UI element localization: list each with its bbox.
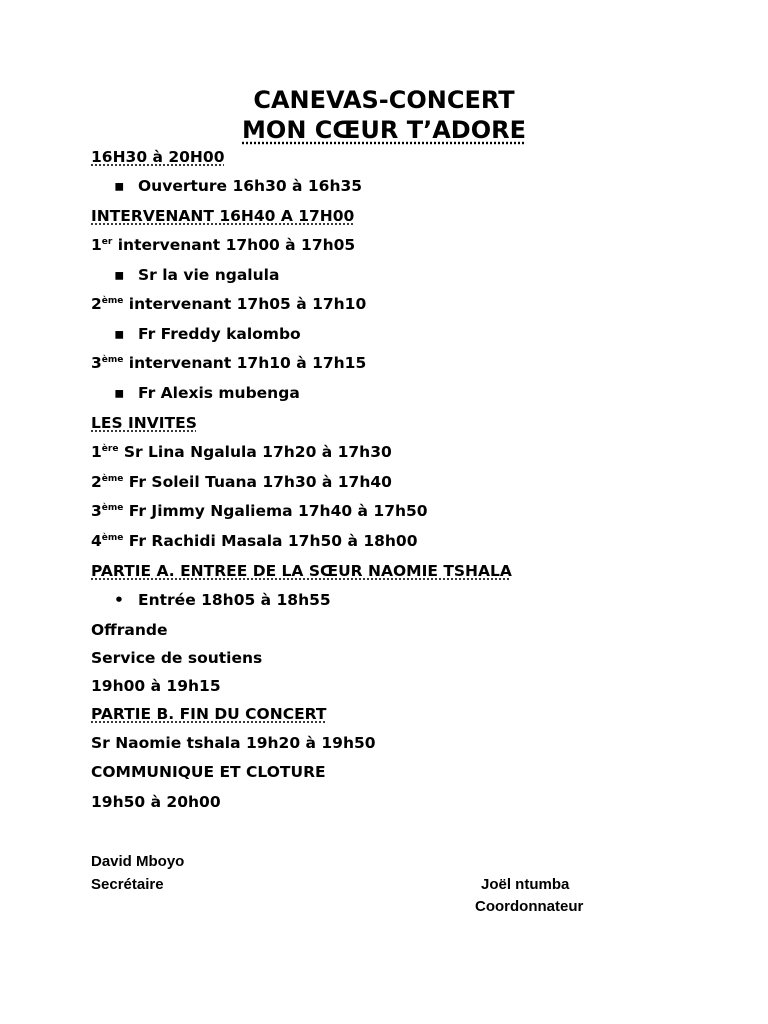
- part-b-heading: PARTIE B. FIN DU CONCERT: [91, 705, 327, 723]
- guest-line-4: 4ème Fr Rachidi Masala 17h50 à 18h00: [91, 532, 418, 550]
- speakers-heading: INTERVENANT 16H40 A 17H00: [91, 207, 355, 225]
- signatory-left-name: David Mboyo: [91, 853, 185, 870]
- support-time: 19h00 à 19h15: [91, 677, 221, 695]
- closing-time: 19h50 à 20h00: [91, 793, 221, 811]
- signatory-left-role: Secrétaire: [91, 876, 164, 893]
- part-b-entry: Sr Naomie tshala 19h20 à 19h50: [91, 734, 376, 752]
- document-page: CANEVAS-CONCERT MON CŒUR T’ADORE 16H30 à 20H00 ▪ Ouverture 16h30 à 16h35 INTERVENANT 16H40 A 17H00 1er intervenant 17h00 à 17h05 ▪ Sr la vie ngalula 2ème intervenant 17h05 à 17h10 ▪ Fr Freddy kalombo 3ème intervenant 17h10 à 17h15 ▪ Fr Alexis mubenga LES INVITES 1ère Sr Lina Ngalula 17h20 à 17h30 2ème Fr Soleil Tuana 17h30 à 17h40 3ème Fr Jimmy Ngaliema 17h40 à 17h50 4ème Fr Rachidi Masala 17h50 à 18h00 PARTIE A. ENTREE DE LA SŒUR NAOMIE TSHALA • Entrée 18h05 à 18h55 Offrande Service de soutiens 19h00 à 19h15 PARTIE B. FIN DU CONCERT Sr Naomie tshala 19h20 à 19h50 COMMUNIQUE ET CLOTURE 19h50 à 20h00 David Mboyo Secrétaire Joël ntumba Coordonnateur: [0, 0, 768, 1024]
- closing-heading: COMMUNIQUE ET CLOTURE: [91, 763, 326, 781]
- guest-line-1: 1ère Sr Lina Ngalula 17h20 à 17h30: [91, 443, 392, 461]
- document-subtitle: MON CŒUR T’ADORE: [242, 116, 526, 144]
- signatory-right-name: Joël ntumba: [481, 876, 570, 893]
- offering: Offrande: [91, 621, 168, 639]
- guest-line-3: 3ème Fr Jimmy Ngaliema 17h40 à 17h50: [91, 502, 428, 520]
- square-bullet-icon: ▪: [114, 384, 125, 402]
- round-bullet-icon: •: [114, 591, 124, 609]
- speaker-line-1: 1er intervenant 17h00 à 17h05: [91, 236, 356, 254]
- time-range: 16H30 à 20H00: [91, 148, 225, 166]
- square-bullet-icon: ▪: [114, 266, 125, 284]
- support-service: Service de soutiens: [91, 649, 263, 667]
- part-a-heading: PARTIE A. ENTREE DE LA SŒUR NAOMIE TSHALA: [91, 562, 512, 580]
- guest-line-2: 2ème Fr Soleil Tuana 17h30 à 17h40: [91, 473, 392, 491]
- document-title: CANEVAS-CONCERT: [253, 86, 515, 114]
- guests-heading: LES INVITES: [91, 414, 197, 432]
- square-bullet-icon: ▪: [114, 177, 125, 195]
- speaker-line-2: 2ème intervenant 17h05 à 17h10: [91, 295, 367, 313]
- square-bullet-icon: ▪: [114, 325, 125, 343]
- signatory-right-role: Coordonnateur: [475, 898, 584, 915]
- speaker-line-3: 3ème intervenant 17h10 à 17h15: [91, 354, 367, 372]
